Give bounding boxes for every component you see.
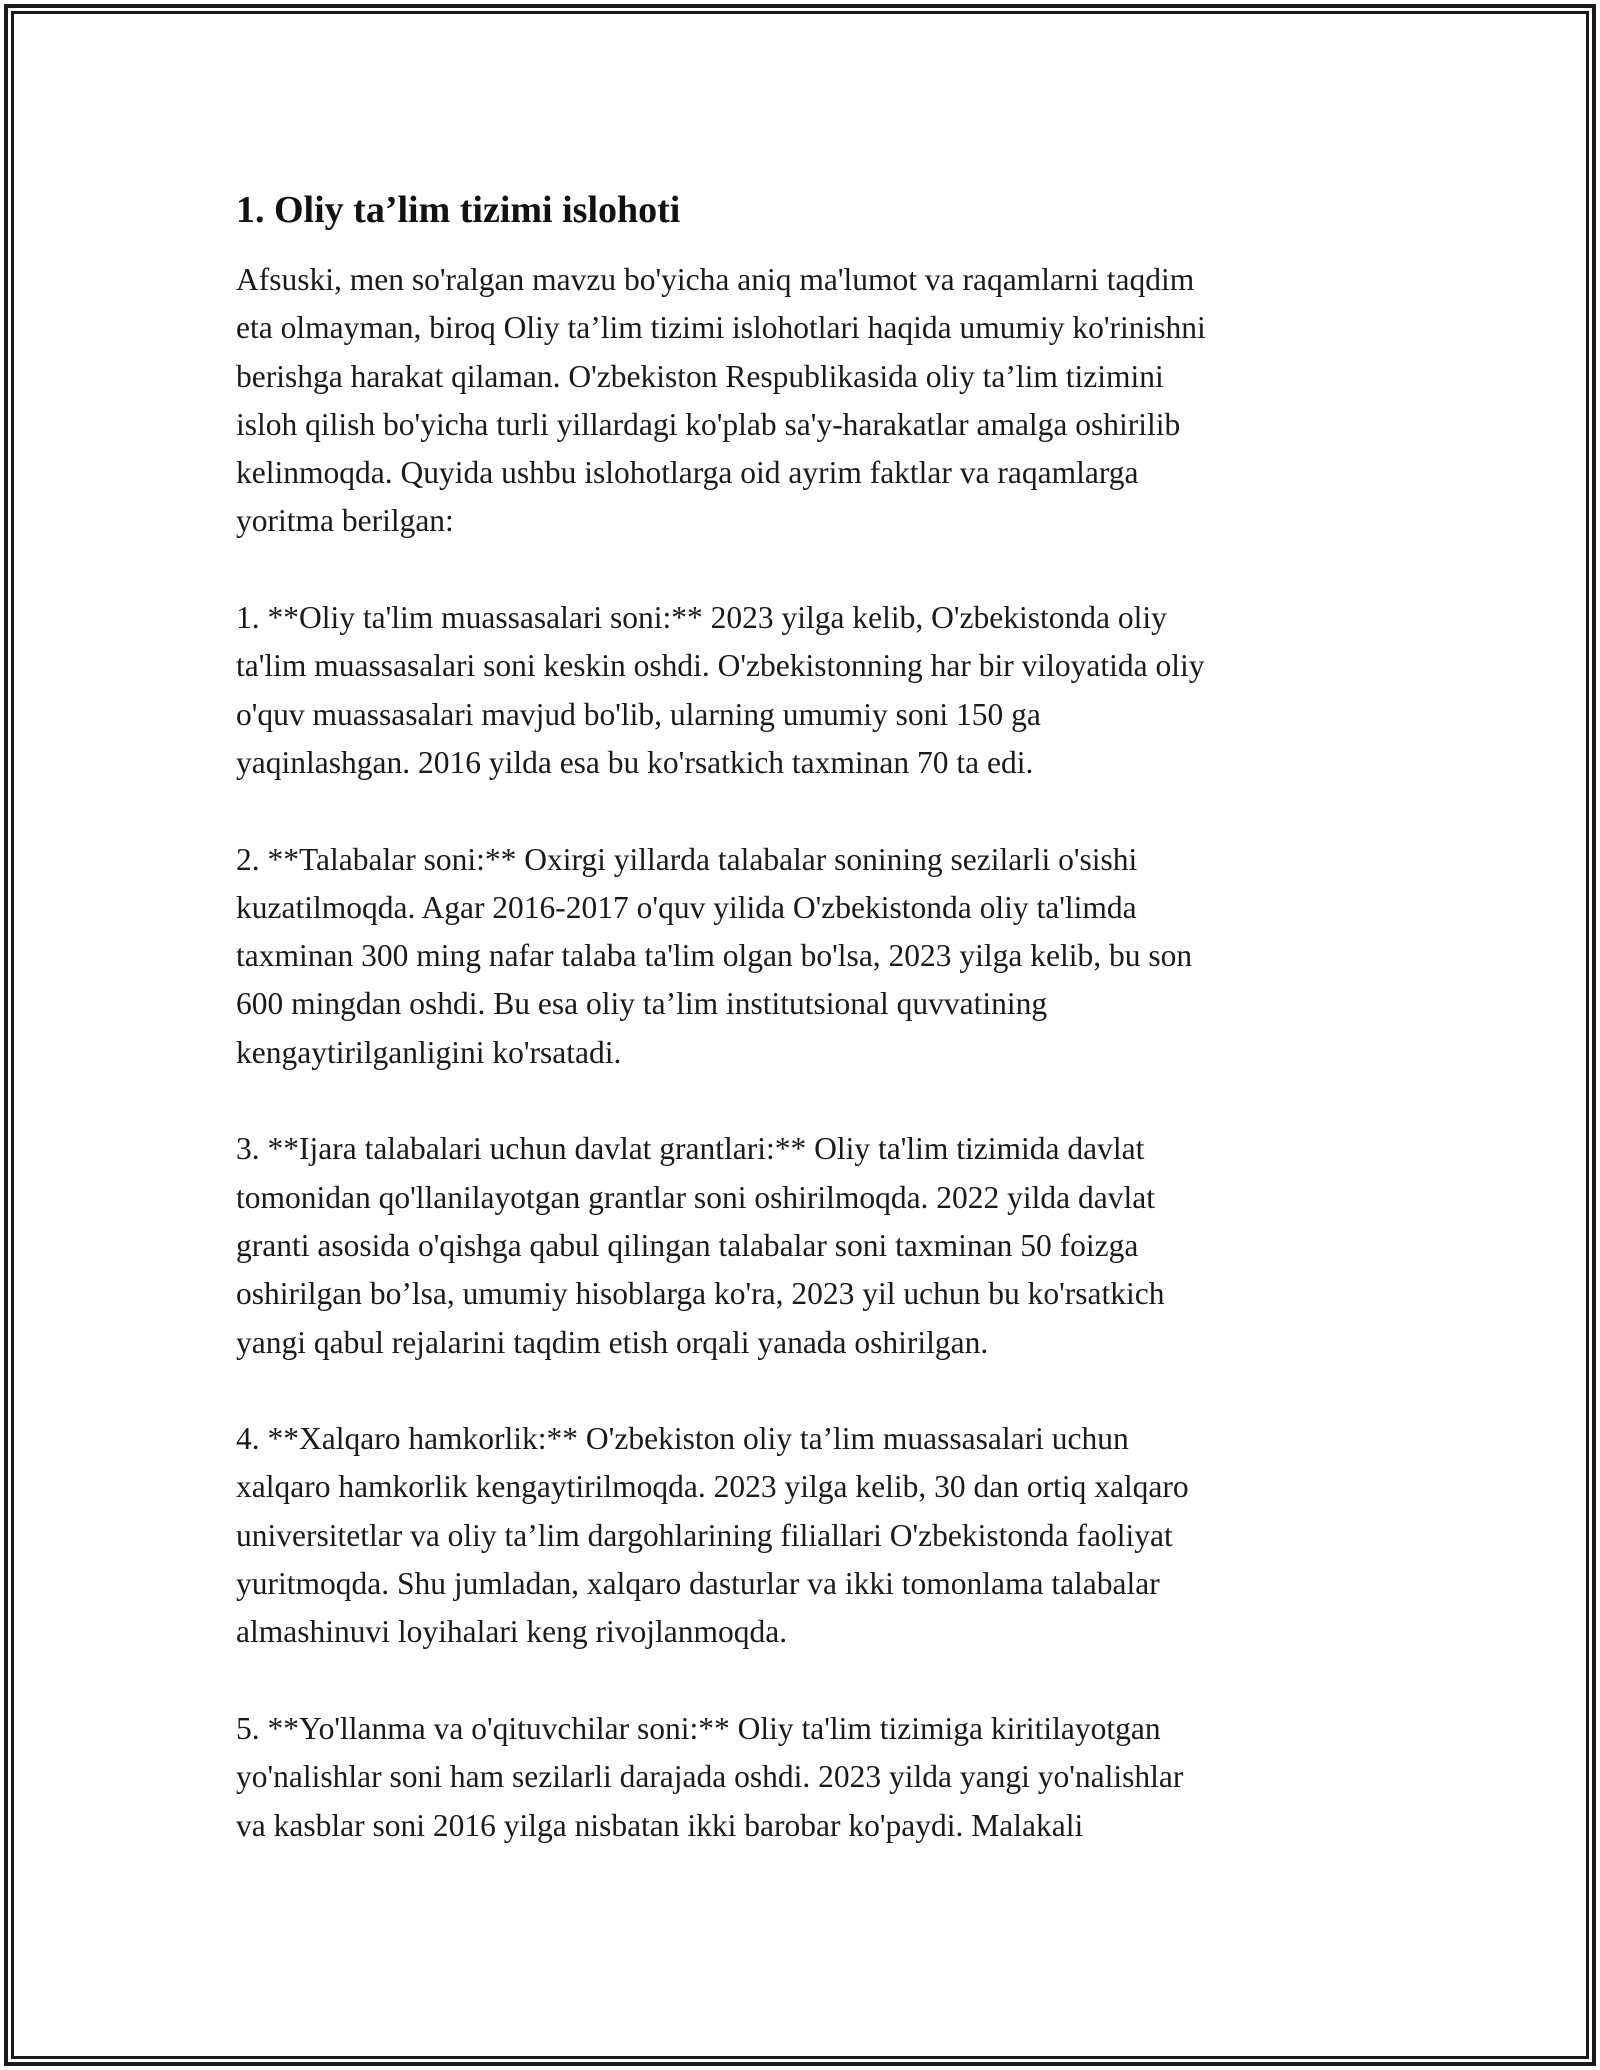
intro-line: eta olmayman, biroq Oliy ta’lim tizimi islohotlari haqida umumiy ko'rinishni: [236, 310, 1206, 346]
list-item-line: oshirilgan bo’lsa, umumiy hisoblarga ko'ra, 2023 yil uchun bu ko'rsatkich: [236, 1276, 1165, 1312]
list-item-line: xalqaro hamkorlik kengaytirilmoqda. 2023 yilga kelib, 30 dan ortiq xalqaro: [236, 1469, 1189, 1505]
list-item-line: o'quv muassasalari mavjud bo'lib, ularning umumiy soni 150 ga: [236, 696, 1041, 732]
list-item-line: yuritmoqda. Shu jumladan, xalqaro dasturlar va ikki tomonlama talabalar: [236, 1566, 1160, 1602]
list-item-line: granti asosida o'qishga qabul qilingan talabalar soni taxminan 50 foizga: [236, 1227, 1139, 1263]
list-item-line: 600 mingdan oshdi. Bu esa oliy ta’lim institutsional quvvatining: [236, 986, 1048, 1022]
intro-line: isloh qilish bo'yicha turli yillardagi ko'plab sa'y-harakatlar amalga oshirilib: [236, 406, 1181, 442]
list-item-line: kuzatilmoqda. Agar 2016-2017 o'quv yilida O'zbekistonda oliy ta'limda: [236, 889, 1137, 925]
intro-line: yoritma berilgan:: [236, 503, 454, 539]
list-item-line: kengaytirilganligini ko'rsatadi.: [236, 1034, 622, 1070]
list-item-students: [236, 836, 1376, 1077]
list-item-line: ta'lim muassasalari soni keskin oshdi. O'zbekistonning har bir viloyatida oliy: [236, 648, 1205, 684]
document-title: 1. Oliy ta’lim tizimi islohoti: [236, 189, 681, 231]
intro-line: kelinmoqda. Quyida ushbu islohotlarga oid ayrim faktlar va raqamlarga: [236, 455, 1139, 491]
document-body: [236, 186, 1376, 1898]
list-item-line: va kasblar soni 2016 yilga nisbatan ikki barobar ko'paydi. Malakali: [236, 1807, 1084, 1843]
intro-line: berishga harakat qilaman. O'zbekiston Respublikasida oliy ta’lim tizimini: [236, 358, 1164, 394]
list-item-programs: [236, 1705, 1376, 1850]
intro-paragraph: [236, 256, 1376, 546]
intro-line: Afsuski, men so'ralgan mavzu bo'yicha aniq ma'lumot va raqamlarni taqdim: [236, 262, 1195, 297]
list-item-line: 1. **Oliy ta'lim muassasalari soni:** 2023 yilga kelib, O'zbekistonda oliy: [236, 600, 1167, 636]
list-item-international: [236, 1415, 1376, 1656]
list-item-line: 2. **Talabalar soni:** Oxirgi yillarda talabalar sonining sezilarli o'sishi: [236, 841, 1138, 877]
list-item-line: yo'nalishlar soni ham sezilarli darajada oshdi. 2023 yilda yangi yo'nalishlar: [236, 1759, 1184, 1795]
list-item-line: 5. **Yo'llanma va o'qituvchilar soni:** Oliy ta'lim tizimiga kiritilayotgan: [236, 1710, 1161, 1746]
list-item-line: taxminan 300 ming nafar talaba ta'lim olgan bo'lsa, 2023 yilga kelib, bu son: [236, 938, 1193, 974]
list-item-line: 4. **Xalqaro hamkorlik:** O'zbekiston oliy ta’lim muassasalari uchun: [236, 1421, 1129, 1457]
list-item-line: universitetlar va oliy ta’lim dargohlarining filiallari O'zbekistonda faoliyat: [236, 1517, 1173, 1553]
list-item-institutions: [236, 594, 1376, 787]
list-item-line: tomonidan qo'llanilayotgan grantlar soni oshirilmoqda. 2022 yilda davlat: [236, 1179, 1156, 1215]
list-item-line: yaqinlashgan. 2016 yilda esa bu ko'rsatkich taxminan 70 ta edi.: [236, 744, 1034, 780]
list-item-line: yangi qabul rejalarini taqdim etish orqali yanada oshirilgan.: [236, 1324, 989, 1360]
list-item-grants: [236, 1125, 1376, 1366]
list-item-line: 3. **Ijara talabalari uchun davlat grantlari:** Oliy ta'lim tizimida davlat: [236, 1131, 1145, 1167]
list-item-line: almashinuvi loyihalari keng rivojlanmoqda.: [236, 1614, 788, 1650]
